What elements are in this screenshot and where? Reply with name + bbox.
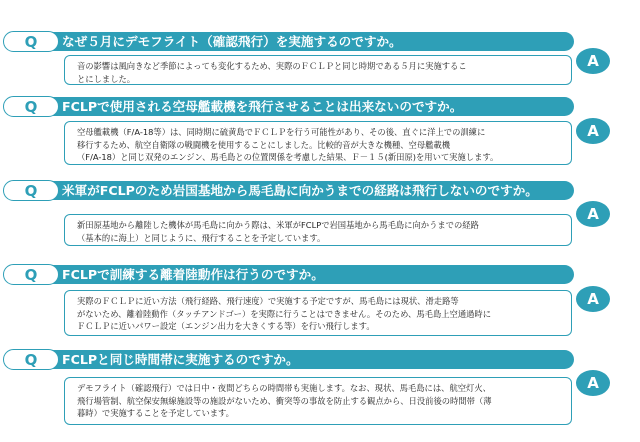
answer-line: （基本的に海上）と同じように、飛行することを予定しています。 [77, 232, 326, 243]
answer-box [64, 55, 572, 85]
answer-line: （F/A-18）と同じ双発のエンジン、馬毛島との位置関係を考慮した結果、Ｆ－１５(新田原)を用いて実施します。 [77, 152, 499, 163]
answer-box [64, 290, 572, 336]
question-text: FCLPで訓練する離着陸動作は行うのですか。 [62, 267, 324, 282]
answer-marker: A [576, 201, 610, 227]
answer-line: 暮時）で実施することを予定しています。 [77, 408, 234, 419]
answer-line: 音の影響は風向きなど季節によっても変化するため、実際のＦＣＬＰと同じ時期である５月に実施するこ [77, 61, 467, 71]
question-text: 米軍がFCLPのため岩国基地から馬毛島に向かうまでの経路は飛行しないのですか。 [62, 183, 538, 198]
question-marker: Q [3, 264, 59, 285]
question-marker: Q [3, 349, 59, 370]
question-marker: Q [3, 180, 59, 201]
question-marker: Q [3, 31, 59, 52]
question-text: FCLPと同じ時間帯に実施するのですか。 [62, 352, 299, 367]
answer-line: デモフライト（確認飛行）では日中・夜間どちらの時間帯も実施します。なお、現状、馬毛島には、航空灯火、 [77, 383, 491, 393]
answer-marker: A [576, 370, 610, 396]
answer-line: 飛行場管制、航空保安無線施設等の施設がないため、衝突等の事故を防止する観点から、日没前後の時間帯（薄 [77, 395, 492, 406]
answer-line: がないため、離着陸動作（タッチアンドゴー）を実際に行うことはできません。そのため、馬毛島上空通過時に [77, 308, 492, 319]
answer-box [64, 121, 572, 165]
answer-line: 実際のＦＣＬＰに近い方法（飛行経路、飛行速度）で実施する予定ですが、馬毛島には現状、滑走路等 [77, 296, 459, 306]
answer-line: 新田原基地から離陸した機体が馬毛島に向かう際は、米軍がFCLPで岩国基地から馬毛島に向かうまでの経路 [77, 220, 479, 230]
question-text: なぜ５月にデモフライト（確認飛行）を実施するのですか。 [62, 34, 402, 49]
question-marker: Q [3, 96, 59, 117]
answer-box [64, 214, 572, 246]
answer-line: ＦＣＬＰに近いパワー設定（エンジン出力を大きくする等）を行い飛行します。 [77, 321, 375, 332]
answer-line: 空母艦載機（F/A-18等）は、同時期に硫黄島でＦＣＬＰを行う可能性があり、その後、直ぐに洋上での訓練に [77, 127, 486, 137]
answer-line: とにしました。 [77, 73, 136, 84]
answer-box [64, 377, 572, 425]
answer-marker: A [576, 286, 610, 312]
question-text: FCLPで使用される空母艦載機を飛行させることは出来ないのですか。 [62, 99, 463, 114]
answer-line: 移行するため、航空自衛隊の戦闘機を使用することにしました。比較的音が大きな機種、空母艦載機 [77, 139, 451, 150]
answer-marker: A [576, 118, 610, 144]
answer-marker: A [576, 48, 610, 74]
